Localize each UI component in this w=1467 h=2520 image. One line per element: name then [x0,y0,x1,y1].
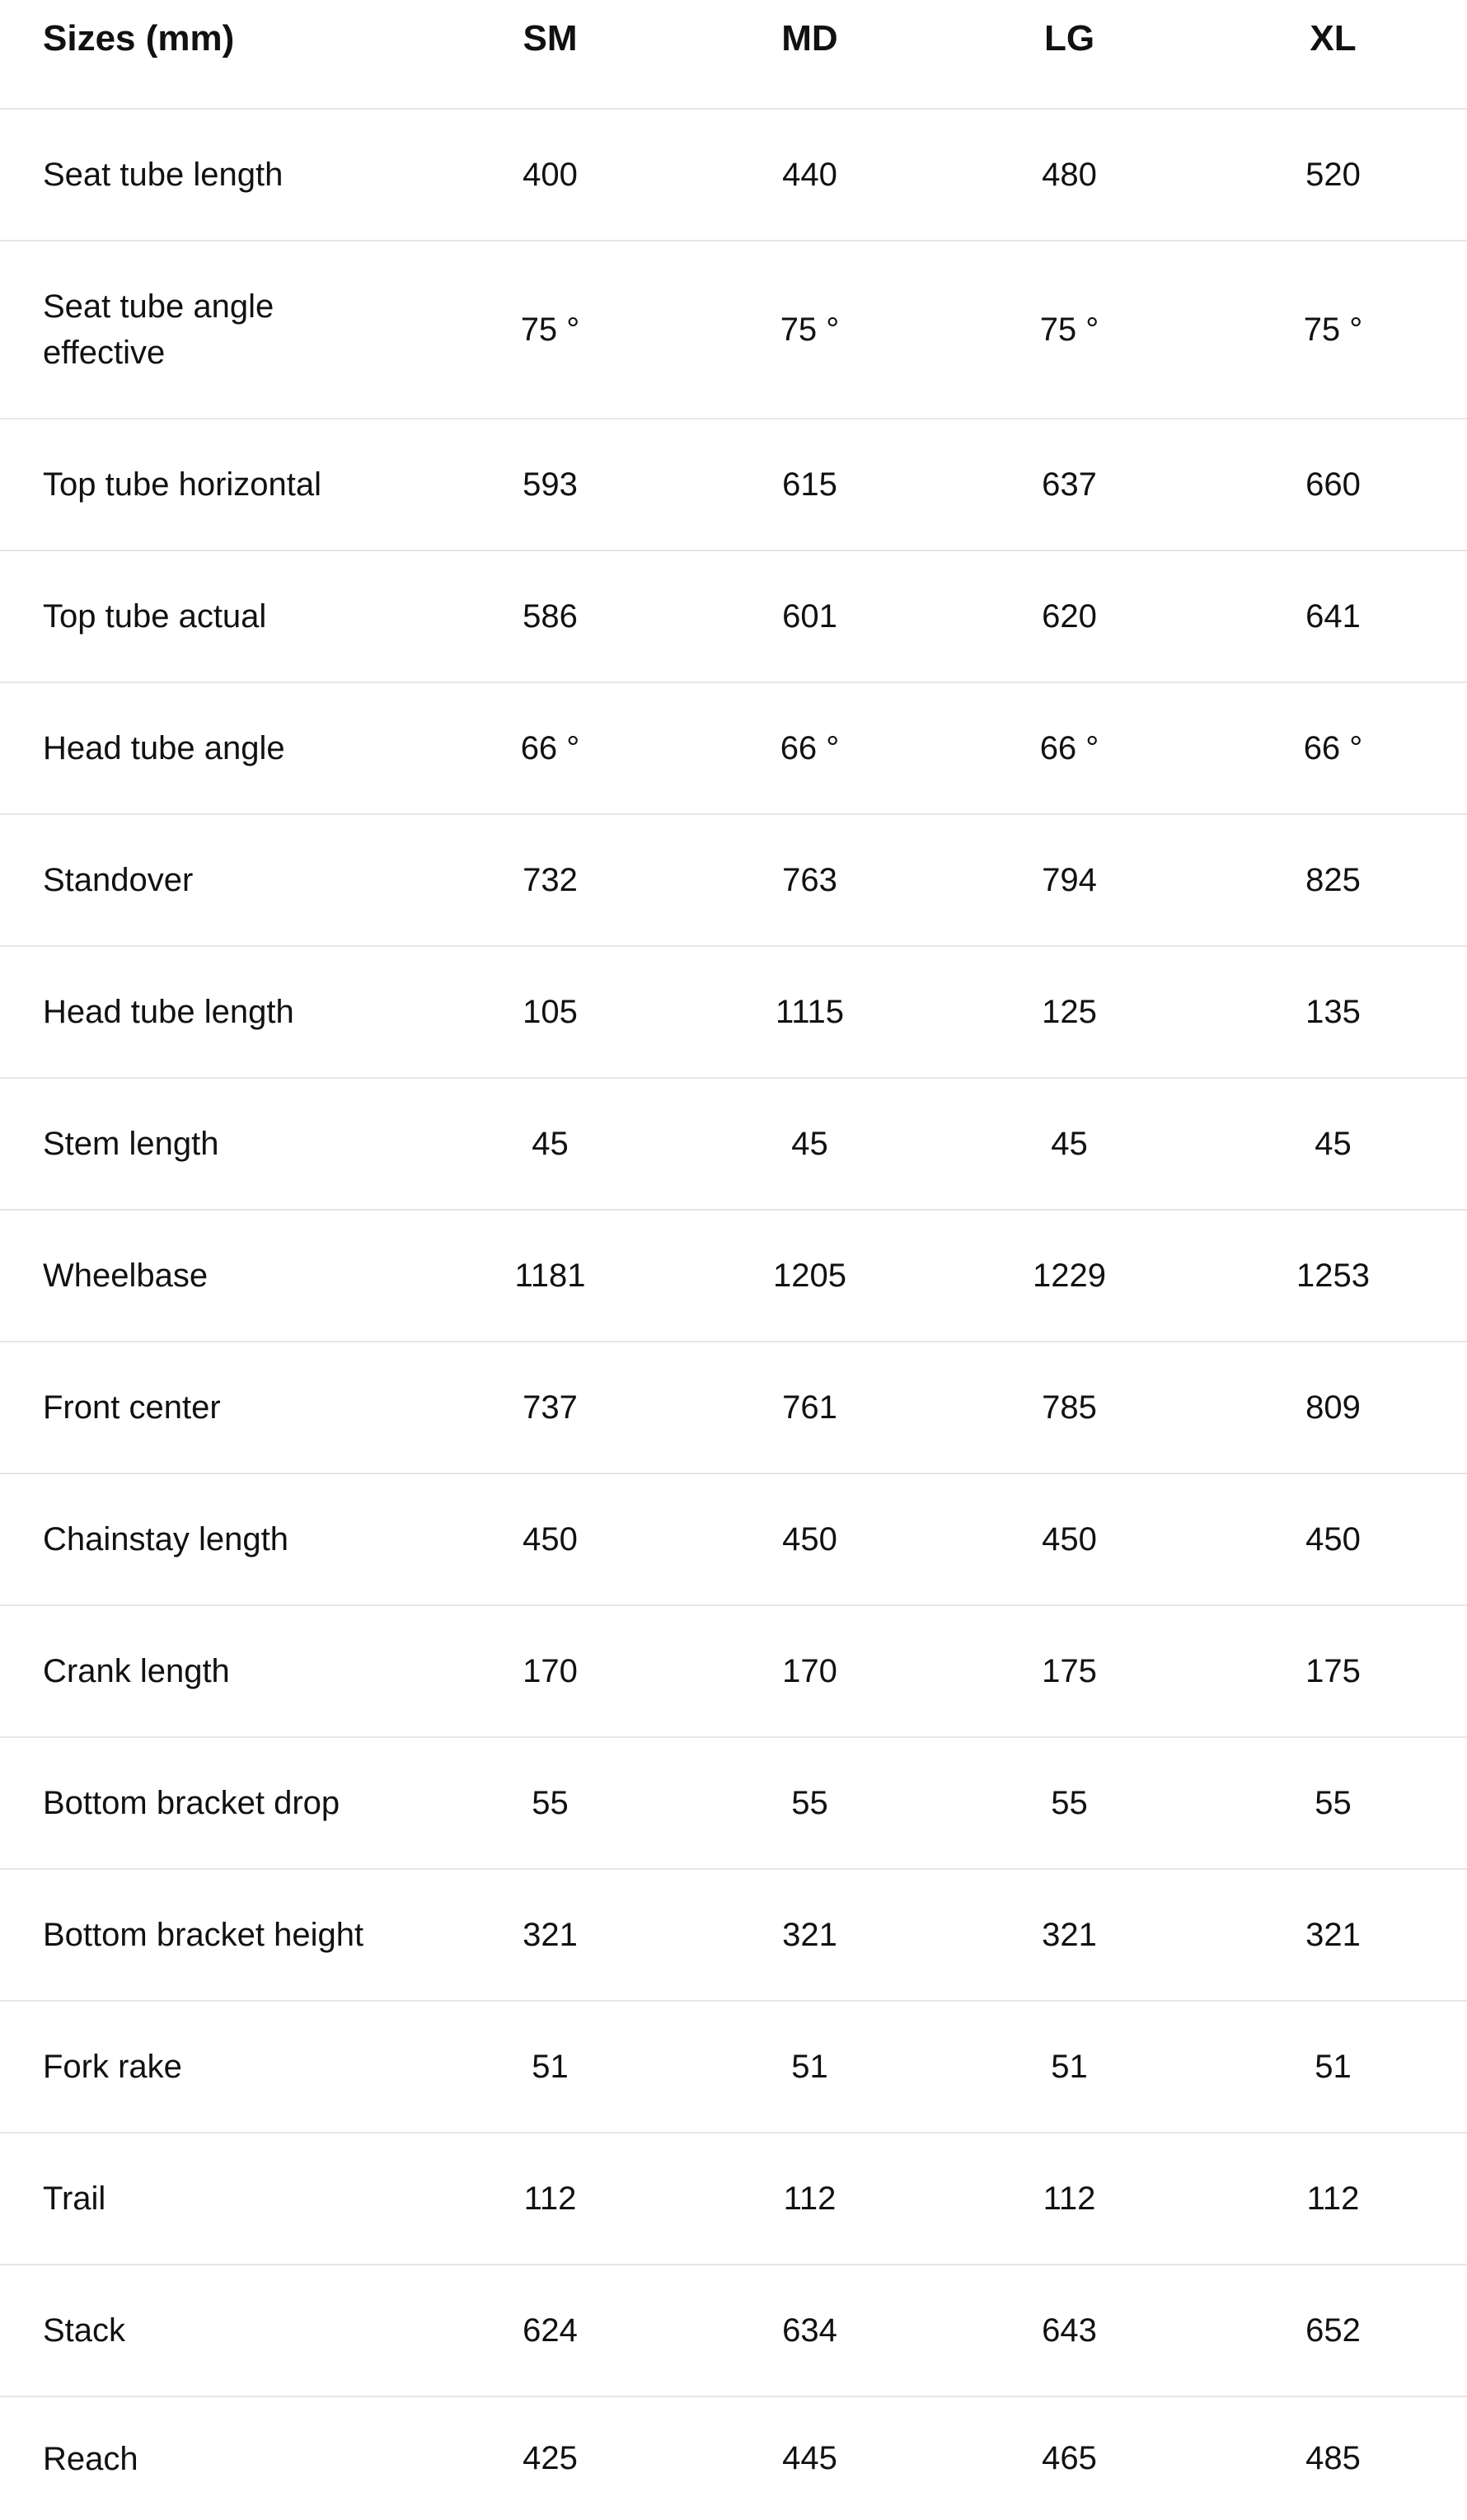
table-row [0,1737,1467,1869]
table-row [0,946,1467,1078]
row-value: 45 [940,1078,1199,1210]
row-value: 450 [420,1473,680,1605]
table-row [0,1078,1467,1210]
row-label: Bottom bracket height [0,1869,420,2001]
row-value: 75 ° [420,241,680,419]
row-value: 175 [1199,1605,1467,1737]
row-value: 732 [420,814,680,946]
row-label: Front center [0,1342,420,1473]
row-value: 1229 [940,1210,1199,1342]
row-value: 75 ° [1199,241,1467,419]
row-label: Bottom bracket drop [0,1737,420,1869]
row-value: 51 [420,2001,680,2133]
table-row [0,109,1467,241]
row-value: 425 [523,2440,578,2476]
row-value: 450 [1199,1473,1467,1605]
row-label: Standover [0,814,420,946]
row-value: 1115 [680,946,940,1078]
row-value: 634 [680,2265,940,2396]
row-value: 809 [1199,1342,1467,1473]
row-value: 45 [680,1078,940,1210]
row-value: 321 [1199,1869,1467,2001]
size-header-md: MD [680,0,940,109]
size-header-lg: LG [940,0,1199,109]
table-row [0,2133,1467,2265]
table-row [0,1473,1467,1605]
row-value: 400 [420,109,680,241]
row-value: 465 [1042,2440,1097,2476]
row-value: 660 [1199,419,1467,550]
row-value: 51 [940,2001,1199,2133]
row-label: Reach [43,2440,138,2477]
table-row [0,682,1467,814]
row-value: 450 [680,1473,940,1605]
table-row [0,1605,1467,1737]
row-label: Seat tube angle effective [0,241,420,419]
row-value: 55 [680,1737,940,1869]
row-value: 652 [1199,2265,1467,2396]
row-value: 620 [940,550,1199,682]
row-value: 125 [940,946,1199,1078]
row-value: 170 [680,1605,940,1737]
row-value: 825 [1199,814,1467,946]
row-value: 45 [1199,1078,1467,1210]
row-value: 593 [420,419,680,550]
row-value: 170 [420,1605,680,1737]
table-row [0,419,1467,550]
size-header-xl: XL [1199,0,1467,109]
table-row [0,2265,1467,2396]
row-value: 321 [940,1869,1199,2001]
row-value: 1205 [680,1210,940,1342]
row-label: Head tube length [0,946,420,1078]
row-value: 624 [420,2265,680,2396]
row-label: Wheelbase [0,1210,420,1342]
row-label: Chainstay length [0,1473,420,1605]
row-value: 485 [1305,2440,1361,2476]
row-label: Trail [0,2133,420,2265]
row-value: 450 [940,1473,1199,1605]
row-value: 66 ° [420,682,680,814]
row-value: 615 [680,419,940,550]
row-value: 112 [680,2133,940,2265]
table-row [0,814,1467,946]
row-value: 794 [940,814,1199,946]
row-value: 763 [680,814,940,946]
row-value: 445 [782,2440,837,2476]
row-value: 440 [680,109,940,241]
row-label: Fork rake [0,2001,420,2133]
table-header [0,0,1467,109]
row-value: 55 [420,1737,680,1869]
row-value: 51 [1199,2001,1467,2133]
row-value: 175 [940,1605,1199,1737]
row-value: 586 [420,550,680,682]
row-label: Crank length [0,1605,420,1737]
row-value: 55 [1199,1737,1467,1869]
table-row [0,1869,1467,2001]
row-value: 112 [940,2133,1199,2265]
table-row [0,1342,1467,1473]
row-value: 51 [680,2001,940,2133]
row-value: 480 [940,109,1199,241]
table-row [0,241,1467,419]
row-value: 737 [420,1342,680,1473]
row-value: 55 [940,1737,1199,1869]
row-value: 641 [1199,550,1467,682]
row-value: 761 [680,1342,940,1473]
row-value: 321 [680,1869,940,2001]
size-header-sm: SM [420,0,680,109]
row-label: Seat tube length [0,109,420,241]
row-label: Top tube actual [0,550,420,682]
row-label: Head tube angle [0,682,420,814]
row-value: 321 [420,1869,680,2001]
row-value: 45 [420,1078,680,1210]
row-value: 1253 [1199,1210,1467,1342]
row-label: Stem length [0,1078,420,1210]
row-value: 601 [680,550,940,682]
row-value: 785 [940,1342,1199,1473]
table-row [0,1210,1467,1342]
row-value: 1181 [420,1210,680,1342]
row-value: 637 [940,419,1199,550]
row-value: 135 [1199,946,1467,1078]
row-value: 66 ° [940,682,1199,814]
table-row [0,550,1467,682]
row-value: 105 [420,946,680,1078]
row-label: Stack [0,2265,420,2396]
row-value: 75 ° [940,241,1199,419]
row-value: 112 [420,2133,680,2265]
row-value: 643 [940,2265,1199,2396]
row-value: 112 [1199,2133,1467,2265]
sizes-header-label: Sizes (mm) [0,0,420,109]
row-value: 66 ° [680,682,940,814]
table-body [0,109,1467,2520]
table-row [0,2001,1467,2133]
row-label: Top tube horizontal [0,419,420,550]
header-row [0,0,1467,109]
row-value: 75 ° [680,241,940,419]
row-value: 66 ° [1199,682,1467,814]
row-value: 520 [1199,109,1467,241]
